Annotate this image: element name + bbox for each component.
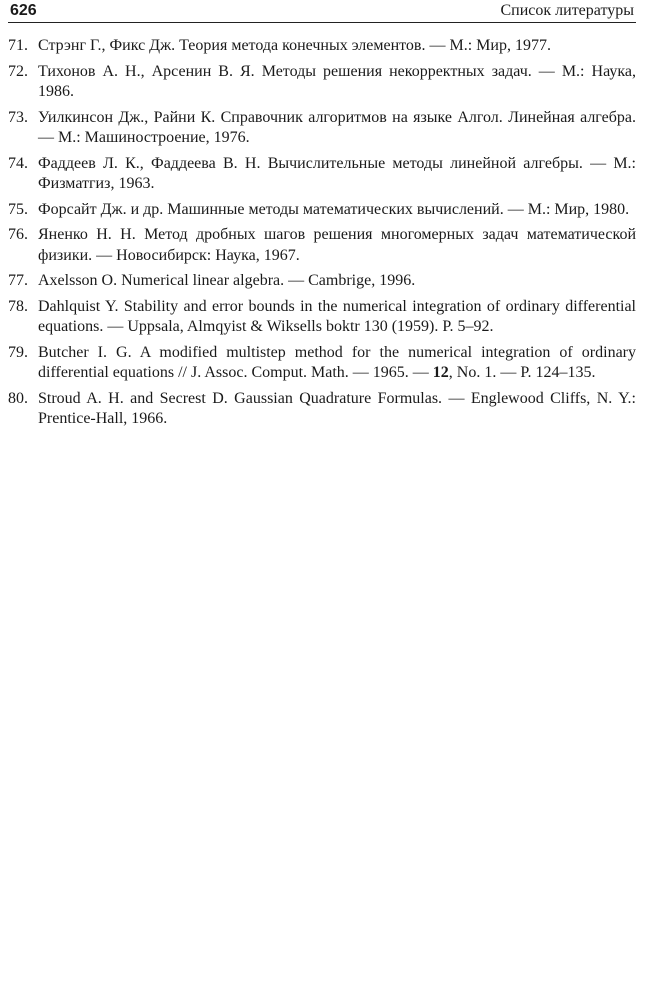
reference-item: [8, 62, 636, 103]
reference-text: Axelsson O. Numerical linear algebra. — Cambrige, 1996.: [38, 272, 416, 289]
reference-number: 80.: [8, 389, 28, 407]
reference-item: [8, 297, 636, 338]
page-number: 626: [10, 2, 37, 19]
reference-item: [8, 271, 636, 292]
reference-text-after: , No. 1. — P. 124–135.: [448, 364, 596, 381]
reference-volume: 12: [432, 364, 449, 381]
reference-text: Тихонов А. Н., Арсенин В. Я. Методы решения некорректных задач. — М.: Наука, 1986.: [38, 62, 636, 100]
reference-item: [8, 200, 636, 221]
reference-number: 76.: [8, 226, 28, 243]
reference-list: [8, 36, 636, 435]
reference-item: [8, 154, 636, 195]
reference-item: [8, 343, 636, 384]
reference-number: 74.: [8, 154, 28, 172]
reference-number: 79.: [8, 343, 28, 361]
reference-item: [8, 36, 636, 57]
reference-text: [38, 344, 636, 382]
reference-item: [8, 108, 636, 149]
reference-number: 75.: [8, 200, 28, 218]
reference-number: 77.: [8, 272, 28, 289]
reference-text: Фаддеев Л. К., Фаддеева В. Н. Вычислительные методы линейной алгебры. — М.: Физматгиз, 1963.: [38, 154, 636, 192]
reference-item: [8, 389, 636, 430]
reference-text: Stroud A. H. and Secrest D. Gaussian Quadrature Formulas. — Englewood Cliffs, N. Y.: Prentice-Hall, 1966.: [38, 389, 636, 427]
page-header: [8, 0, 636, 23]
reference-number: 72.: [8, 62, 28, 80]
reference-number: 73.: [8, 108, 28, 126]
reference-text-before: Butcher I. G. A modified multistep method for the numerical integration of ordinary differential equations // J. Assoc. Comput. Math. — 1965. —: [38, 343, 636, 381]
reference-number: 71.: [8, 37, 28, 54]
reference-text: Форсайт Дж. и др. Машинные методы математических вычислений. — М.: Мир, 1980.: [38, 200, 630, 218]
reference-text: Яненко Н. Н. Метод дробных шагов решения многомерных задач математической физики. — Новосибирск: Наука, 1967.: [38, 226, 636, 264]
running-title: Список литературы: [500, 2, 634, 19]
reference-item: [8, 225, 636, 266]
reference-number: 78.: [8, 297, 28, 315]
reference-text: Уилкинсон Дж., Райни К. Справочник алгоритмов на языке Алгол. Линейная алгебра. — М.: Машиностроение, 1976.: [38, 108, 636, 146]
reference-text: Стрэнг Г., Фикс Дж. Теория метода конечных элементов. — М.: Мир, 1977.: [38, 37, 551, 54]
reference-text: Dahlquist Y. Stability and error bounds in the numerical integration of ordinary differential equations. — Uppsala, Almqyist & Wiksells boktr 130 (1959). P. 5–92.: [38, 297, 636, 335]
